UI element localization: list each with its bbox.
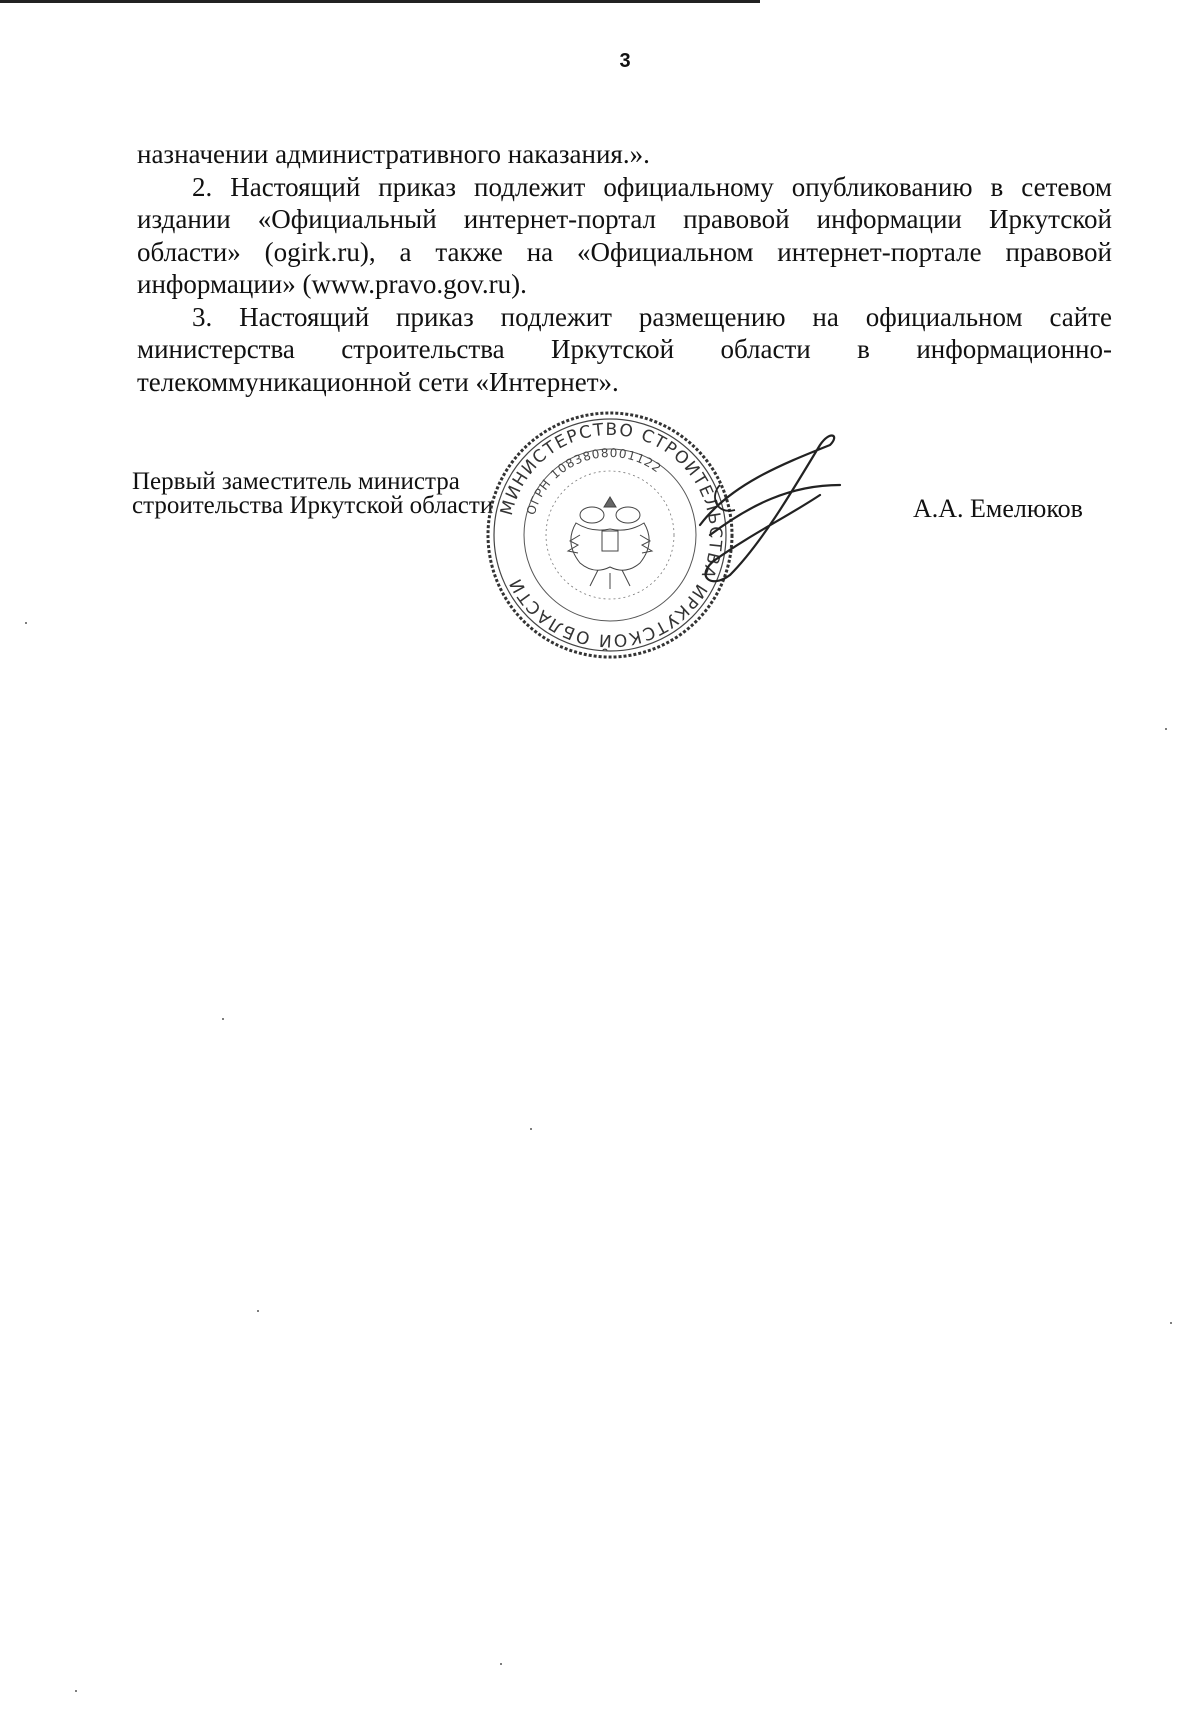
page-number: 3: [619, 50, 631, 72]
scan-speck: [530, 1128, 532, 1130]
signatory-name: А.А. Емелюков: [913, 494, 1083, 523]
scan-speck: [1170, 1322, 1172, 1324]
scan-speck: [75, 1690, 77, 1692]
scan-speck: [222, 1018, 224, 1020]
scan-speck: [1165, 728, 1167, 730]
signatory-position: [132, 470, 493, 518]
signatory-position-line-1: Первый заместитель министра: [132, 468, 460, 495]
document-body: [137, 138, 1112, 398]
scan-speck: [25, 622, 27, 624]
handwritten-signature-icon: [690, 425, 850, 595]
scan-speck: [257, 1310, 259, 1312]
svg-text:ОГРН 1083808001122: ОГРН 1083808001122: [523, 445, 665, 517]
paragraph-2: 2. Настоящий приказ подлежит официальному опубликованию в сетевом издании «Официальный интернет-портал правовой информации Иркутской области» (ogirk.ru), а также на «Официальном интернет-портале правовой информации» (www.pravo.gov.ru).: [137, 171, 1112, 299]
scan-speck: [500, 1663, 502, 1665]
svg-text:МИНИСТЕРСТВО СТРОИТЕЛЬСТВА ИРК: МИНИСТЕРСТВО СТРОИТЕЛЬСТВА ИРКУТСКОЙ ОБЛАСТИ: [496, 419, 726, 651]
paragraph-3: 3. Настоящий приказ подлежит размещению на официальном сайте министерства строительства Иркутской области в информационно-телекоммуникационной сети «Интернет».: [137, 301, 1112, 397]
top-rule: [0, 0, 760, 3]
paragraph-continuation: назначении административного наказания.».: [137, 139, 650, 169]
double-headed-eagle-icon: [568, 497, 652, 589]
signatory-position-line-2: строительства Иркутской области: [132, 492, 494, 519]
